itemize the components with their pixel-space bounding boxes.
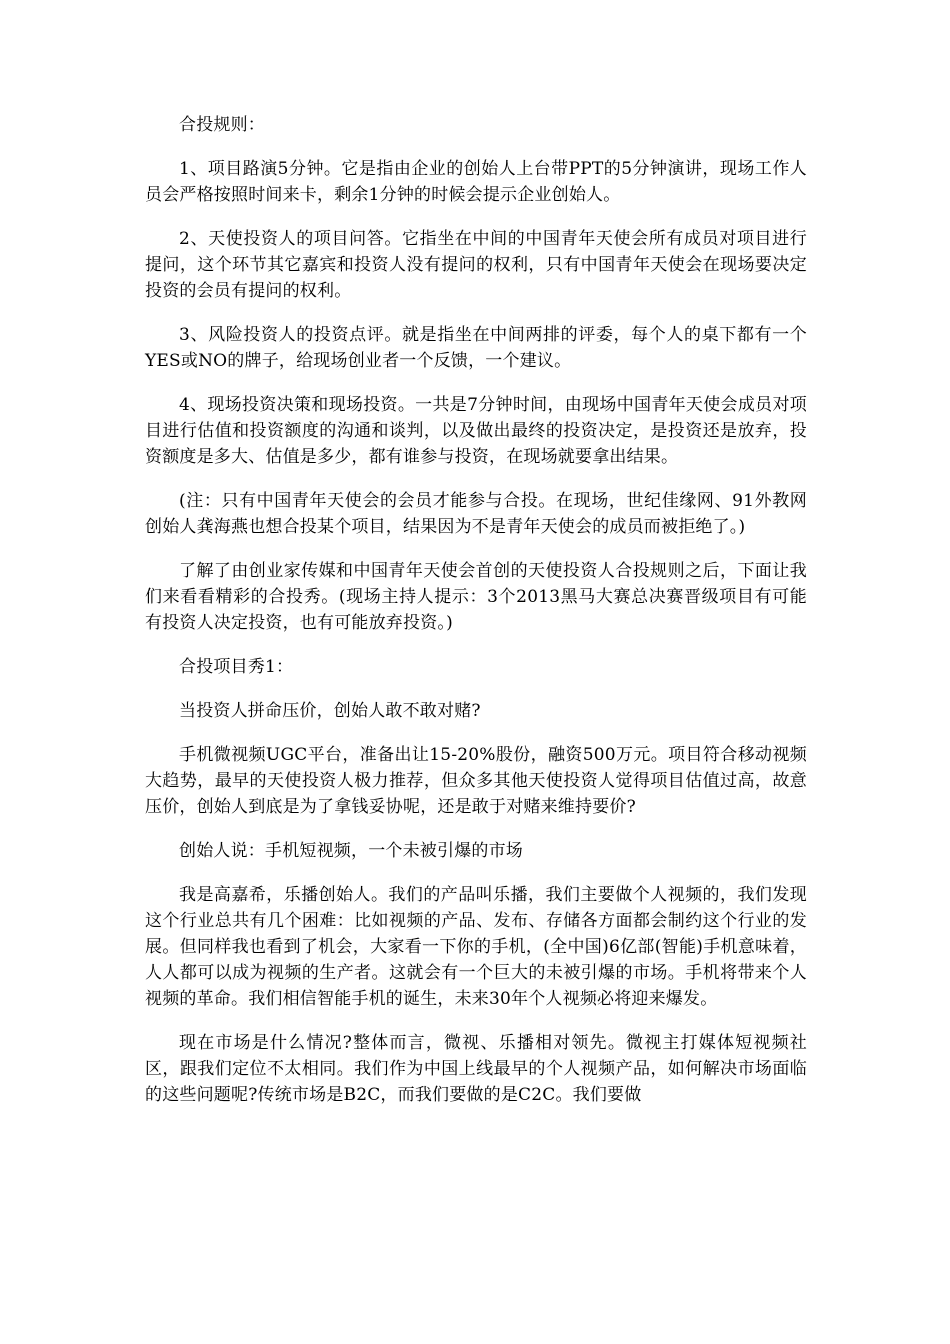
paragraph-project-summary: 手机微视频UGC平台，准备出让15-20%股份，融资500万元。项目符合移动视频大趋势，最早的天使投资人极力推荐，但众多其他天使投资人觉得项目估值过高，故意压价，创始人到底是为了拿钱妥协呢，还是敢于对赌来维持要价?: [145, 745, 807, 817]
paragraph-project-heading: 合投项目秀1：: [179, 657, 294, 677]
paragraph-intro: 了解了由创业家传媒和中国青年天使会首创的天使投资人合投规则之后，下面让我们来看看精彩的合投秀。(现场主持人提示：3个2013黑马大赛总决赛晋级项目有可能有投资人决定投资，也有可能放弃投资。): [145, 561, 807, 633]
paragraph-market: 现在市场是什么情况?整体而言，微视、乐播相对领先。微视主打媒体短视频社区，跟我们定位不太相同。我们作为中国上线最早的个人视频产品，如何解决市场面临的这些问题呢?传统市场是B2C，而我们要做的是C2C。我们要做: [145, 1033, 807, 1105]
document-body: [145, 112, 807, 1126]
paragraph-rule-4: 4、现场投资决策和现场投资。一共是7分钟时间，由现场中国青年天使会成员对项目进行估值和投资额度的沟通和谈判，以及做出最终的投资决定，是投资还是放弃，投资额度是多大、估值是多少，都有谁参与投资，在现场就要拿出结果。: [145, 395, 807, 467]
paragraph-rule-3: 3、风险投资人的投资点评。就是指坐在中间两排的评委，每个人的桌下都有一个YES或NO的牌子，给现场创业者一个反馈，一个建议。: [145, 325, 807, 371]
paragraph-project-question: 当投资人拼命压价，创始人敢不敢对赌?: [179, 701, 481, 721]
paragraph-rule-2: 2、天使投资人的项目问答。它指坐在中间的中国青年天使会所有成员对项目进行提问，这个环节其它嘉宾和投资人没有提问的权利，只有中国青年天使会在现场要决定投资的会员有提问的权利。: [145, 229, 807, 301]
paragraph-rule-1: 1、项目路演5分钟。它是指由企业的创始人上台带PPT的5分钟演讲，现场工作人员会严格按照时间来卡，剩余1分钟的时候会提示企业创始人。: [145, 159, 807, 205]
paragraph-rules-heading: 合投规则：: [179, 115, 265, 135]
paragraph-note: (注：只有中国青年天使会的会员才能参与合投。在现场，世纪佳缘网、91外教网创始人龚海燕也想合投某个项目，结果因为不是青年天使会的成员而被拒绝了。): [145, 491, 807, 537]
paragraph-founder-intro: 我是高嘉希，乐播创始人。我们的产品叫乐播，我们主要做个人视频的，我们发现这个行业总共有几个困难：比如视频的产品、发布、存储各方面都会制约这个行业的发展。但同样我也看到了机会，大家看一下你的手机，(全中国)6亿部(智能)手机意味着，人人都可以成为视频的生产者。这就会有一个巨大的未被引爆的市场。手机将带来个人视频的革命。我们相信智能手机的诞生，未来30年个人视频必将迎来爆发。: [145, 885, 807, 1009]
paragraph-founder-heading: 创始人说：手机短视频，一个未被引爆的市场: [179, 841, 523, 861]
